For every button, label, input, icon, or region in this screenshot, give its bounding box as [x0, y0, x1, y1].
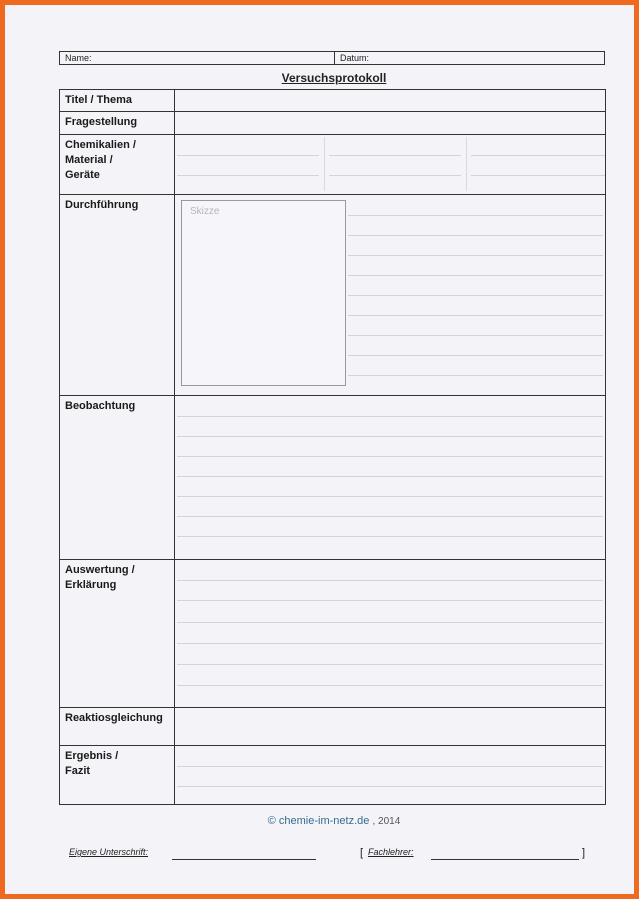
row-label: Ergebnis / Fazit — [60, 746, 175, 804]
writing-line — [348, 215, 603, 216]
writing-line — [177, 766, 603, 767]
teacher-label: Fachlehrer: — [368, 847, 414, 857]
copyright-symbol: © — [267, 815, 276, 827]
protocol-table — [59, 89, 606, 805]
writing-line — [177, 536, 603, 537]
writing-line — [329, 155, 461, 156]
writing-line — [348, 295, 603, 296]
close-bracket: ] — [582, 847, 586, 859]
writing-line — [348, 315, 603, 316]
site-link[interactable]: chemie-im-netz.de — [278, 815, 370, 827]
materials-field[interactable] — [175, 135, 605, 194]
row-result — [60, 746, 605, 804]
row-label: Durchführung — [60, 195, 175, 395]
row-label: Auswertung / Erklärung — [60, 560, 175, 707]
writing-line — [177, 456, 603, 457]
question-field[interactable] — [175, 112, 605, 134]
writing-line — [177, 685, 603, 686]
own-signature-label: Eigene Unterschrift: — [69, 847, 149, 857]
writing-line — [471, 175, 605, 176]
copyright-line — [5, 815, 639, 827]
row-label: Fragestellung — [60, 112, 175, 134]
evaluation-field[interactable] — [175, 560, 605, 707]
row-title-topic — [60, 90, 605, 112]
own-signature-line[interactable] — [172, 859, 316, 860]
observation-field[interactable] — [175, 396, 605, 559]
open-bracket: [ — [360, 847, 364, 859]
title-topic-field[interactable] — [175, 90, 605, 111]
row-materials — [60, 135, 605, 195]
writing-line — [348, 275, 603, 276]
writing-line — [177, 496, 603, 497]
row-label: Beobachtung — [60, 396, 175, 559]
writing-line — [177, 516, 603, 517]
row-observation — [60, 396, 605, 560]
row-procedure — [60, 195, 605, 396]
row-question — [60, 112, 605, 135]
writing-line — [348, 255, 603, 256]
column-divider — [324, 137, 325, 191]
writing-line — [471, 155, 605, 156]
writing-line — [329, 175, 461, 176]
row-evaluation — [60, 560, 605, 708]
name-label: Name: — [65, 53, 92, 63]
row-reaction-equation — [60, 708, 605, 746]
procedure-field[interactable] — [175, 195, 605, 395]
name-field[interactable] — [60, 52, 335, 64]
writing-line — [177, 436, 603, 437]
writing-line — [177, 600, 603, 601]
reaction-equation-field[interactable] — [175, 708, 605, 745]
writing-line — [348, 335, 603, 336]
result-field[interactable] — [175, 746, 605, 804]
teacher-signature-line[interactable] — [431, 859, 579, 860]
writing-line — [177, 580, 603, 581]
writing-line — [177, 664, 603, 665]
row-label: Reaktiosgleichung — [60, 708, 175, 745]
date-field[interactable] — [335, 52, 604, 64]
row-label: Titel / Thema — [60, 90, 175, 111]
writing-line — [348, 235, 603, 236]
writing-line — [348, 355, 603, 356]
page-title: Versuchsprotokoll — [281, 71, 387, 85]
writing-line — [177, 175, 319, 176]
writing-line — [177, 622, 603, 623]
writing-line — [177, 155, 319, 156]
date-label: Datum: — [340, 53, 370, 63]
column-divider — [466, 137, 467, 191]
writing-line — [177, 476, 603, 477]
writing-line — [177, 643, 603, 644]
sketch-box[interactable] — [181, 200, 346, 386]
writing-line — [177, 786, 603, 787]
copyright-year: , 2014 — [372, 816, 401, 827]
row-label: Chemikalien / Material / Geräte — [60, 135, 175, 194]
name-date-bar — [59, 51, 605, 65]
sketch-label: Skizze — [190, 206, 220, 217]
writing-line — [177, 416, 603, 417]
writing-line — [348, 375, 603, 376]
